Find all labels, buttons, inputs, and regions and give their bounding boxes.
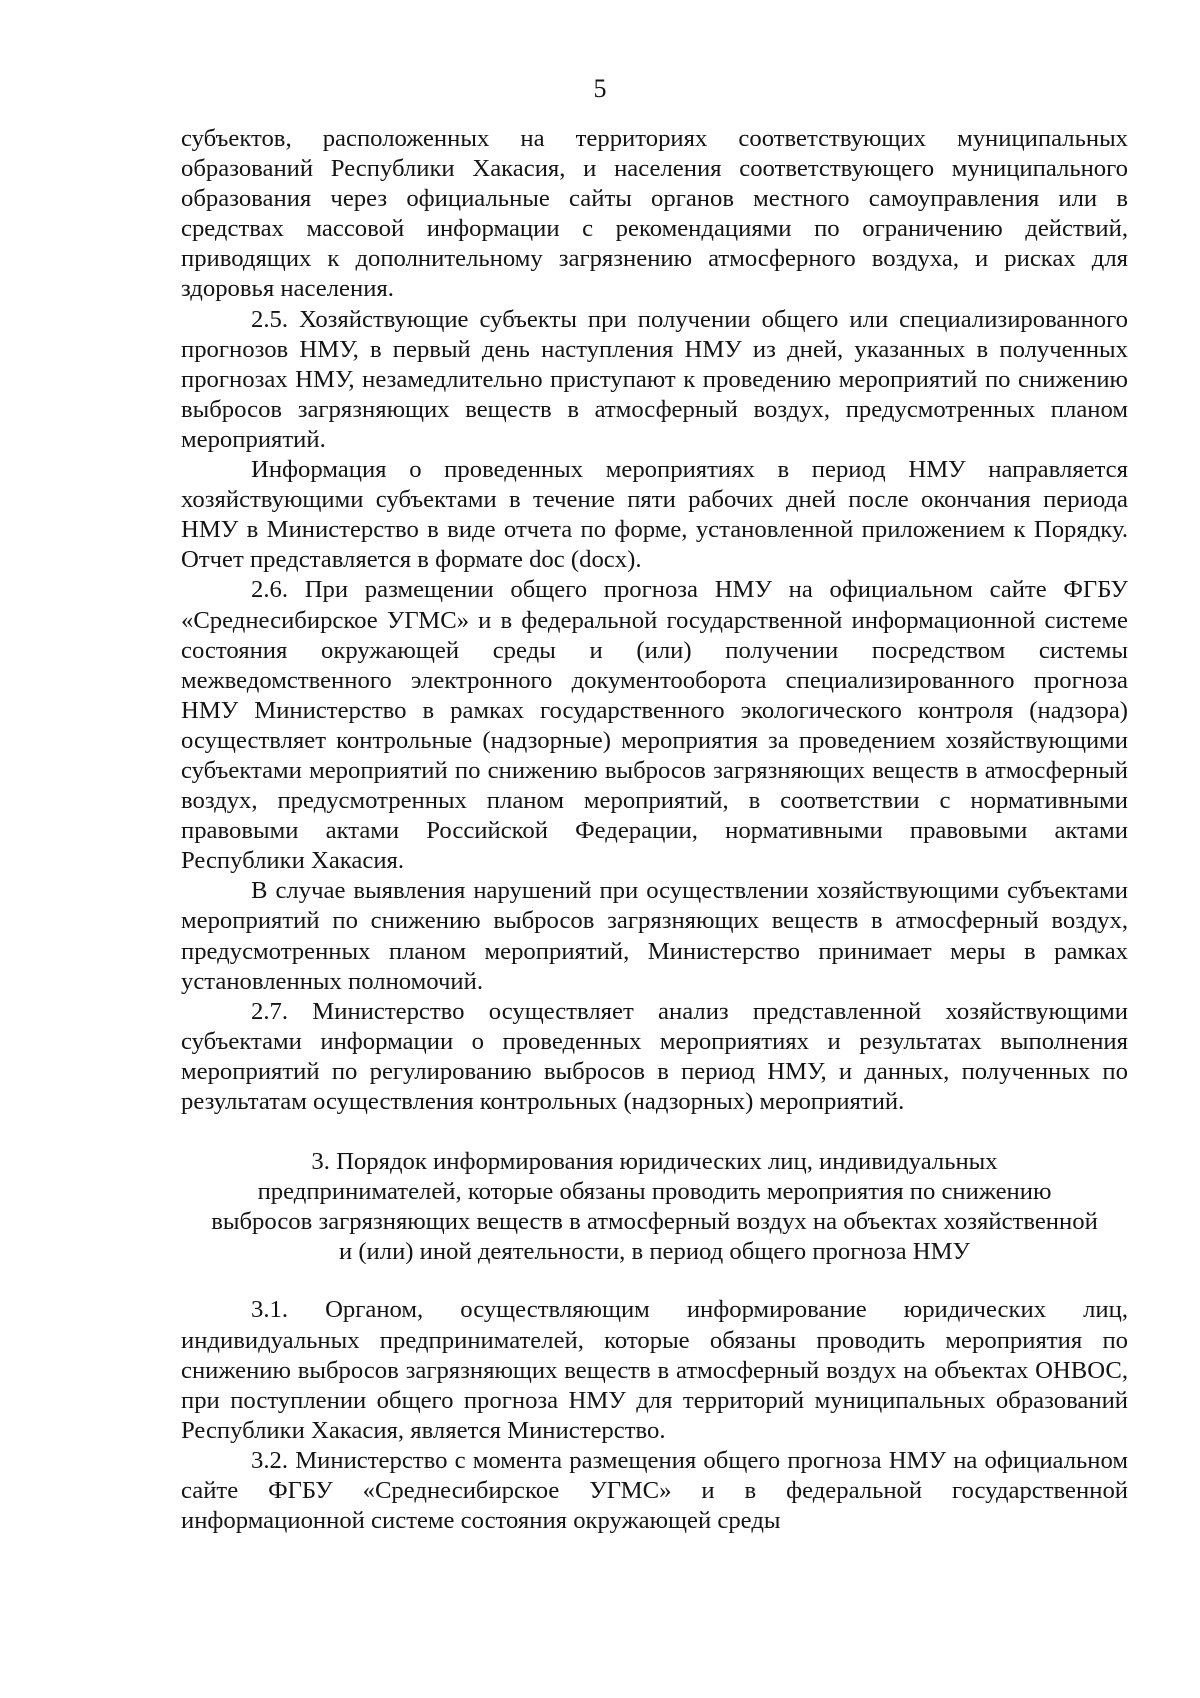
paragraph-2-5: 2.5. Хозяйствующие субъекты при получении общего или специализированного прогнозов НМУ, в первый день наступления НМУ из дней, указанных в полученных прогнозах НМУ, незамедлительно приступают к проведению мероприятий по снижению выбросов загрязняющих веществ в атмосферный воздух, предусмотренных планом мероприятий. (181, 305, 1128, 453)
paragraph-3-1: 3.1. Органом, осуществляющим информирование юридических лиц, индивидуальных предпринимателей, которые обязаны проводить мероприятия по снижению выбросов загрязняющих веществ в атмосферный воздух на объектах ОНВОС, при поступлении общего прогноза НМУ для территорий муниципальных образований Республики Хакасия, является Министерство. (181, 1296, 1128, 1444)
heading-line: выбросов загрязняющих веществ в атмосферный воздух на объектах хозяйственной (211, 1208, 1098, 1236)
spacer (181, 1267, 1128, 1295)
page-number: 5 (593, 74, 607, 103)
paragraph-violations: В случае выявления нарушений при осуществлении хозяйствующими субъектами мероприятий по снижению выбросов загрязняющих веществ в атмосферный воздух, предусмотренных планом мероприятий, Министерство принимает меры в рамках установленных полномочий. (181, 877, 1128, 995)
heading-line: и (или) иной деятельности, в период общего прогноза НМУ (338, 1238, 971, 1266)
section-3-heading (181, 1147, 1128, 1267)
spacer (181, 1117, 1128, 1147)
paragraph-report-info: Информация о проведенных мероприятиях в период НМУ направляется хозяйствующими субъектами в течение пяти рабочих дней после окончания периода НМУ в Министерство в виде отчета по форме, установленной приложением к Порядку. Отчет представляется в формате doc (docx). (181, 456, 1128, 574)
paragraph-continuation: субъектов, расположенных на территориях соответствующих муниципальных образований Республики Хакасия, и населения соответствующего муниципального образования через официальные сайты органов местного самоуправления или в средствах массовой информации с рекомендациями по ограничению действий, приводящих к дополнительному загрязнению атмосферного воздуха, и рисках для здоровья населения. (181, 125, 1128, 303)
paragraph-2-6: 2.6. При размещении общего прогноза НМУ на официальном сайте ФГБУ «Среднесибирское УГМС» и в федеральной государственной информационной системе состояния окружающей среды и (или) получении посредством системы межведомственного электронного документооборота специализированного прогноза НМУ Министерство в рамках государственного экологического контроля (надзора) осуществляет контрольные (надзорные) мероприятия за проведением хозяйствующими субъектами мероприятий по снижению выбросов загрязняющих веществ в атмосферный воздух, предусмотренных планом мероприятий, в соответствии с нормативными правовыми актами Российской Федерации, нормативными правовыми актами Республики Хакасия. (181, 576, 1128, 875)
document-body (181, 124, 1128, 1536)
heading-line: 3. Порядок информирования юридических лиц, индивидуальных (311, 1148, 998, 1176)
heading-line: предпринимателей, которые обязаны проводить мероприятия по снижению (257, 1178, 1052, 1206)
paragraph-3-2: 3.2. Министерство с момента размещения общего прогноза НМУ на официальном сайте ФГБУ «Среднесибирское УГМС» и в федеральной государственной информационной системе состояния окружающей среды (181, 1446, 1128, 1535)
paragraph-2-7: 2.7. Министерство осуществляет анализ представленной хозяйствующими субъектами информации о проведенных мероприятиях и результатах выполнения мероприятий по регулированию выбросов в период НМУ, и данных, полученных по результатам осуществления контрольных (надзорных) мероприятий. (181, 997, 1128, 1115)
